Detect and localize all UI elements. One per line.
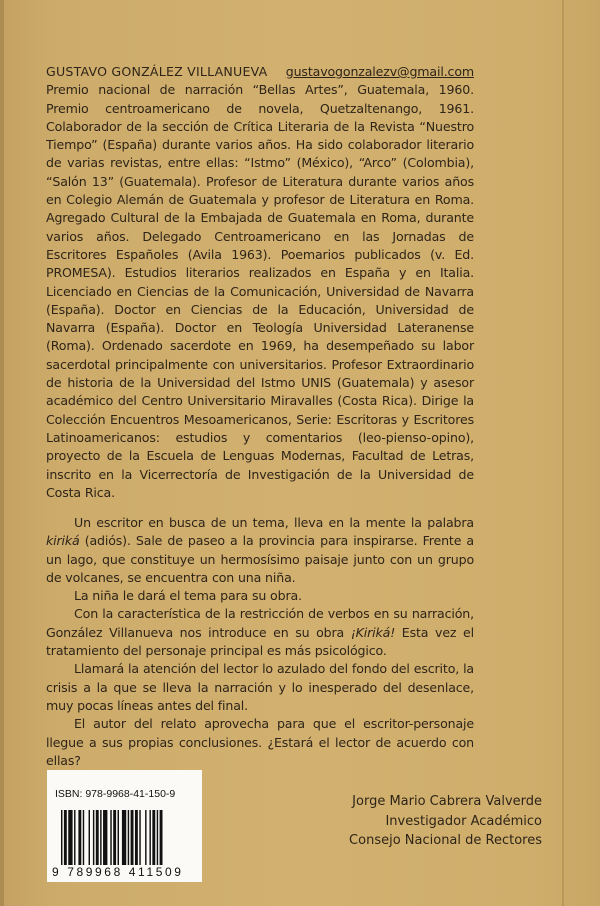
author-header [46, 63, 474, 81]
synopsis-paragraph: La niña le dará el tema para su obra. [74, 588, 302, 604]
author-bio-text: Premio nacional de narración “Bellas Artes”, Guatemala, 1960. Premio centroamericano de novela, Quetzaltenango, 1961. Colaborador de la sección de Crítica Literaria de la Revista “Nuestro Tiempo” (España) durante varios años. Ha sido colaborador literario de varias revistas, entre ellas: “Istmo” (México), “Arco” (Colombia), “Salón 13” (Guatemala). Profesor de Literatura durante varios años en Colegio Alemán de Guatemala y profesor de Literatura en Roma. Agregado Cultural de la Embajada de Guatemala en Roma, durante varios años. Delegado Centroamericano en las Jornadas de Escritores Españoles (Avila 1963). Poemarios publicados (v. Ed. PROMESA). Estudios literarios realizados en España y en Italia. Licenciado en Ciencias de la Comunicación, Universidad de Navarra (España). Doctor en Ciencias de la Educación, Universidad de Navarra (España). Doctor en Teología Universidad Lateranense (Roma). Ordenado sacerdote en 1969, ha desempeñado su labor sacerdotal principalmente con universitarios. Profesor Extraordinario de historia de la Universidad del Istmo UNIS (Guatemala) y asesor académico del Centro Universitario Miravalles (Costa Rica). Dirige la Colección Encuentros Mesoamericanos, Serie: Escritoras y Escritores Latinoamericanos: estudios y comentarios (leo-pienso-opino), proyecto de la Escuela de Lenguas Modernas, Facultad de Letras, inscrito en la Vicerrectoría de Investigación de la Universidad de Costa Rica. [46, 82, 474, 500]
author-name: GUSTAVO GONZÁLEZ VILLANUEVA [46, 64, 268, 79]
author-bio [46, 63, 474, 502]
book-title-italic: ¡Kiriká! [350, 624, 396, 640]
synopsis-text: Con la característica de la restricción de verbos en su narración, González Villanueva nos introduce en su obra [46, 606, 474, 640]
isbn-label: ISBN: 978-9968-41-150-9 [55, 788, 176, 800]
cover-fold-line [562, 0, 564, 906]
synopsis-paragraph [46, 605, 474, 660]
review-signature [349, 792, 542, 851]
barcode-number: 9 789968 411509 [52, 865, 184, 879]
synopsis-paragraph: El autor del relato aprovecha para que el escritor-personaje llegue a sus propias conclusiones. ¿Estará el lector de acuerdo con ellas? [46, 716, 474, 768]
author-email[interactable]: gustavogonzalezv@gmail.com [285, 64, 474, 79]
isbn-barcode-box [47, 770, 202, 882]
synopsis-paragraph: Llamará la atención del lector lo azulado del fondo del escrito, la crisis a la que se lleva la narración y lo inesperado del desenlace, muy pocas líneas antes del final. [46, 661, 474, 713]
signature-role: Investigador Académico [385, 813, 542, 829]
synopsis-text: (adiós). Sale de paseo a la provincia para inspirarse. Frente a un lago, que constituye un hermosísimo paisaje junto con un grupo de volcanes, se encuentra con una niña. [46, 533, 474, 585]
book-synopsis [46, 514, 474, 770]
synopsis-text: Esta vez el tratamiento del personaje principal es más psicológico. [46, 624, 474, 659]
synopsis-paragraph [46, 514, 474, 587]
barcode-digits [51, 865, 185, 879]
signature-organization: Consejo Nacional de Rectores [349, 833, 542, 848]
signature-name: Jorge Mario Cabrera Valverde [352, 794, 542, 809]
synopsis-italic-word: kiriká [46, 533, 80, 549]
synopsis-text: Un escritor en busca de un tema, lleva en la mente la palabra [74, 515, 474, 530]
cover-left-edge [0, 0, 4, 906]
